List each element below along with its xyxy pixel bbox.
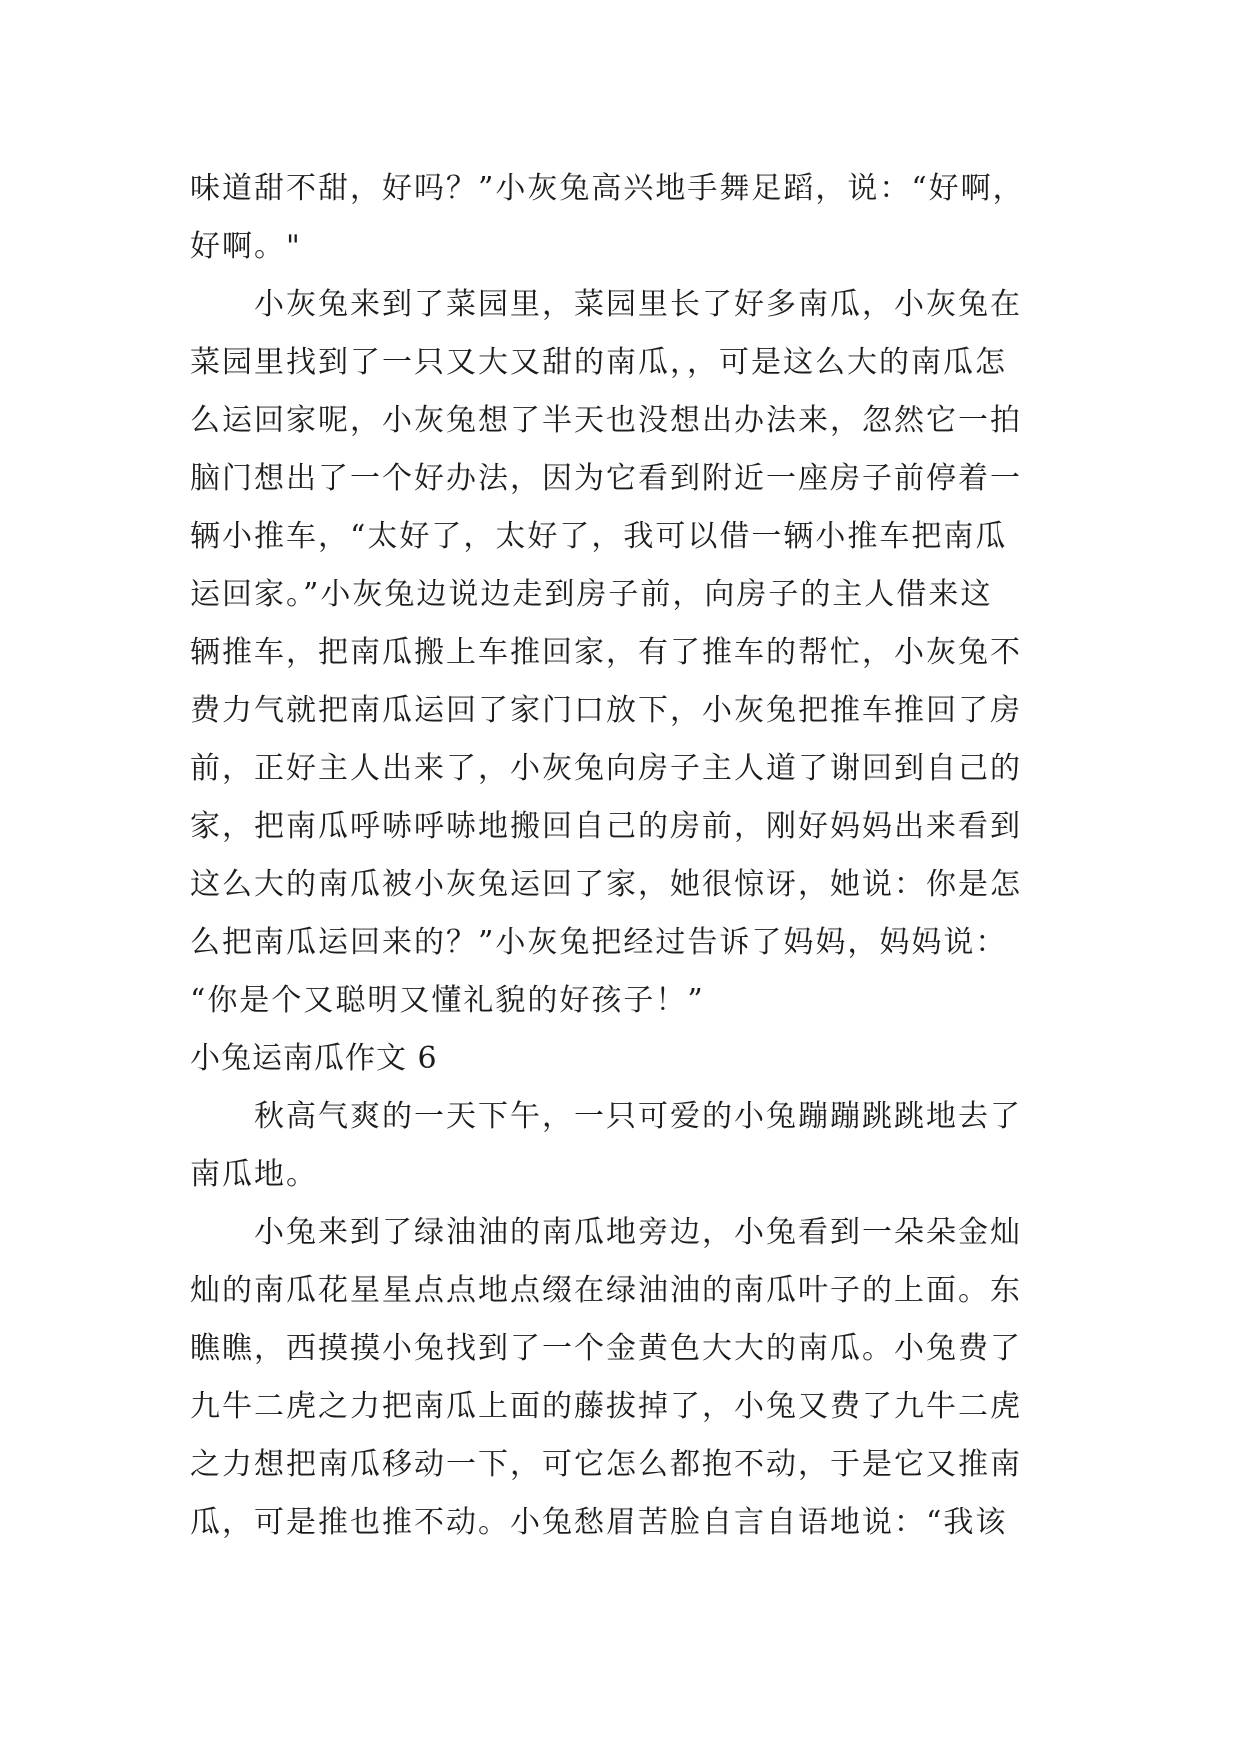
text-line: 瞧瞧，西摸摸小兔找到了一个金黄色大大的南瓜。小兔费了: [190, 1331, 1022, 1366]
text-line: 瓜，可是推也推不动。小兔愁眉苦脸自言自语地说：“我该: [190, 1505, 1008, 1540]
text-line: 么把南瓜运回来的？”小灰兔把经过告诉了妈妈，妈妈说：: [190, 925, 1008, 960]
text-line: 辆推车，把南瓜搬上车推回家，有了推车的帮忙，小灰兔不: [190, 635, 1022, 670]
text-line: 家，把南瓜呼哧呼哧地搬回自己的房前，刚好妈妈出来看到: [190, 809, 1022, 844]
text-line: 么运回家呢，小灰兔想了半天也没想出办法来，忽然它一拍: [190, 403, 1022, 438]
text-line: 味道甜不甜，好吗？”小灰兔高兴地手舞足蹈，说：“好啊，: [190, 171, 1025, 206]
text-line: 前，正好主人出来了，小灰兔向房子主人道了谢回到自己的: [190, 751, 1022, 786]
section-heading: 小兔运南瓜作文 6: [190, 1041, 438, 1076]
text-line: 九牛二虎之力把南瓜上面的藤拔掉了，小兔又费了九牛二虎: [190, 1389, 1022, 1424]
document-body: [190, 160, 1050, 1552]
text-line: 费力气就把南瓜运回了家门口放下，小灰兔把推车推回了房: [190, 693, 1022, 728]
paragraph-first-line: 小兔来到了绿油油的南瓜地旁边，小兔看到一朵朵金灿: [254, 1215, 1022, 1250]
text-line: 灿的南瓜花星星点点地点缀在绿油油的南瓜叶子的上面。东: [190, 1273, 1022, 1308]
text-line: 运回家。”小灰兔边说边走到房子前，向房子的主人借来这: [190, 577, 993, 612]
text-line: 好啊。": [190, 229, 302, 264]
text-line: 之力想把南瓜移动一下，可它怎么都抱不动，于是它又推南: [190, 1447, 1022, 1482]
text-line: 南瓜地。: [190, 1157, 318, 1192]
text-line: 脑门想出了一个好办法，因为它看到附近一座房子前停着一: [190, 461, 1022, 496]
text-line: 菜园里找到了一只又大又甜的南瓜，，可是这么大的南瓜怎: [190, 345, 1007, 380]
text-line: 辆小推车，“太好了，太好了，我可以借一辆小推车把南瓜: [190, 519, 1008, 554]
text-line: 这么大的南瓜被小灰兔运回了家，她很惊讶，她说：你是怎: [190, 867, 1022, 902]
text-line: “你是个又聪明又懂礼貌的好孩子！”: [190, 983, 705, 1018]
paragraph-first-line: 秋高气爽的一天下午，一只可爱的小兔蹦蹦跳跳地去了: [254, 1099, 1022, 1134]
paragraph-first-line: 小灰兔来到了菜园里，菜园里长了好多南瓜，小灰兔在: [254, 287, 1022, 322]
